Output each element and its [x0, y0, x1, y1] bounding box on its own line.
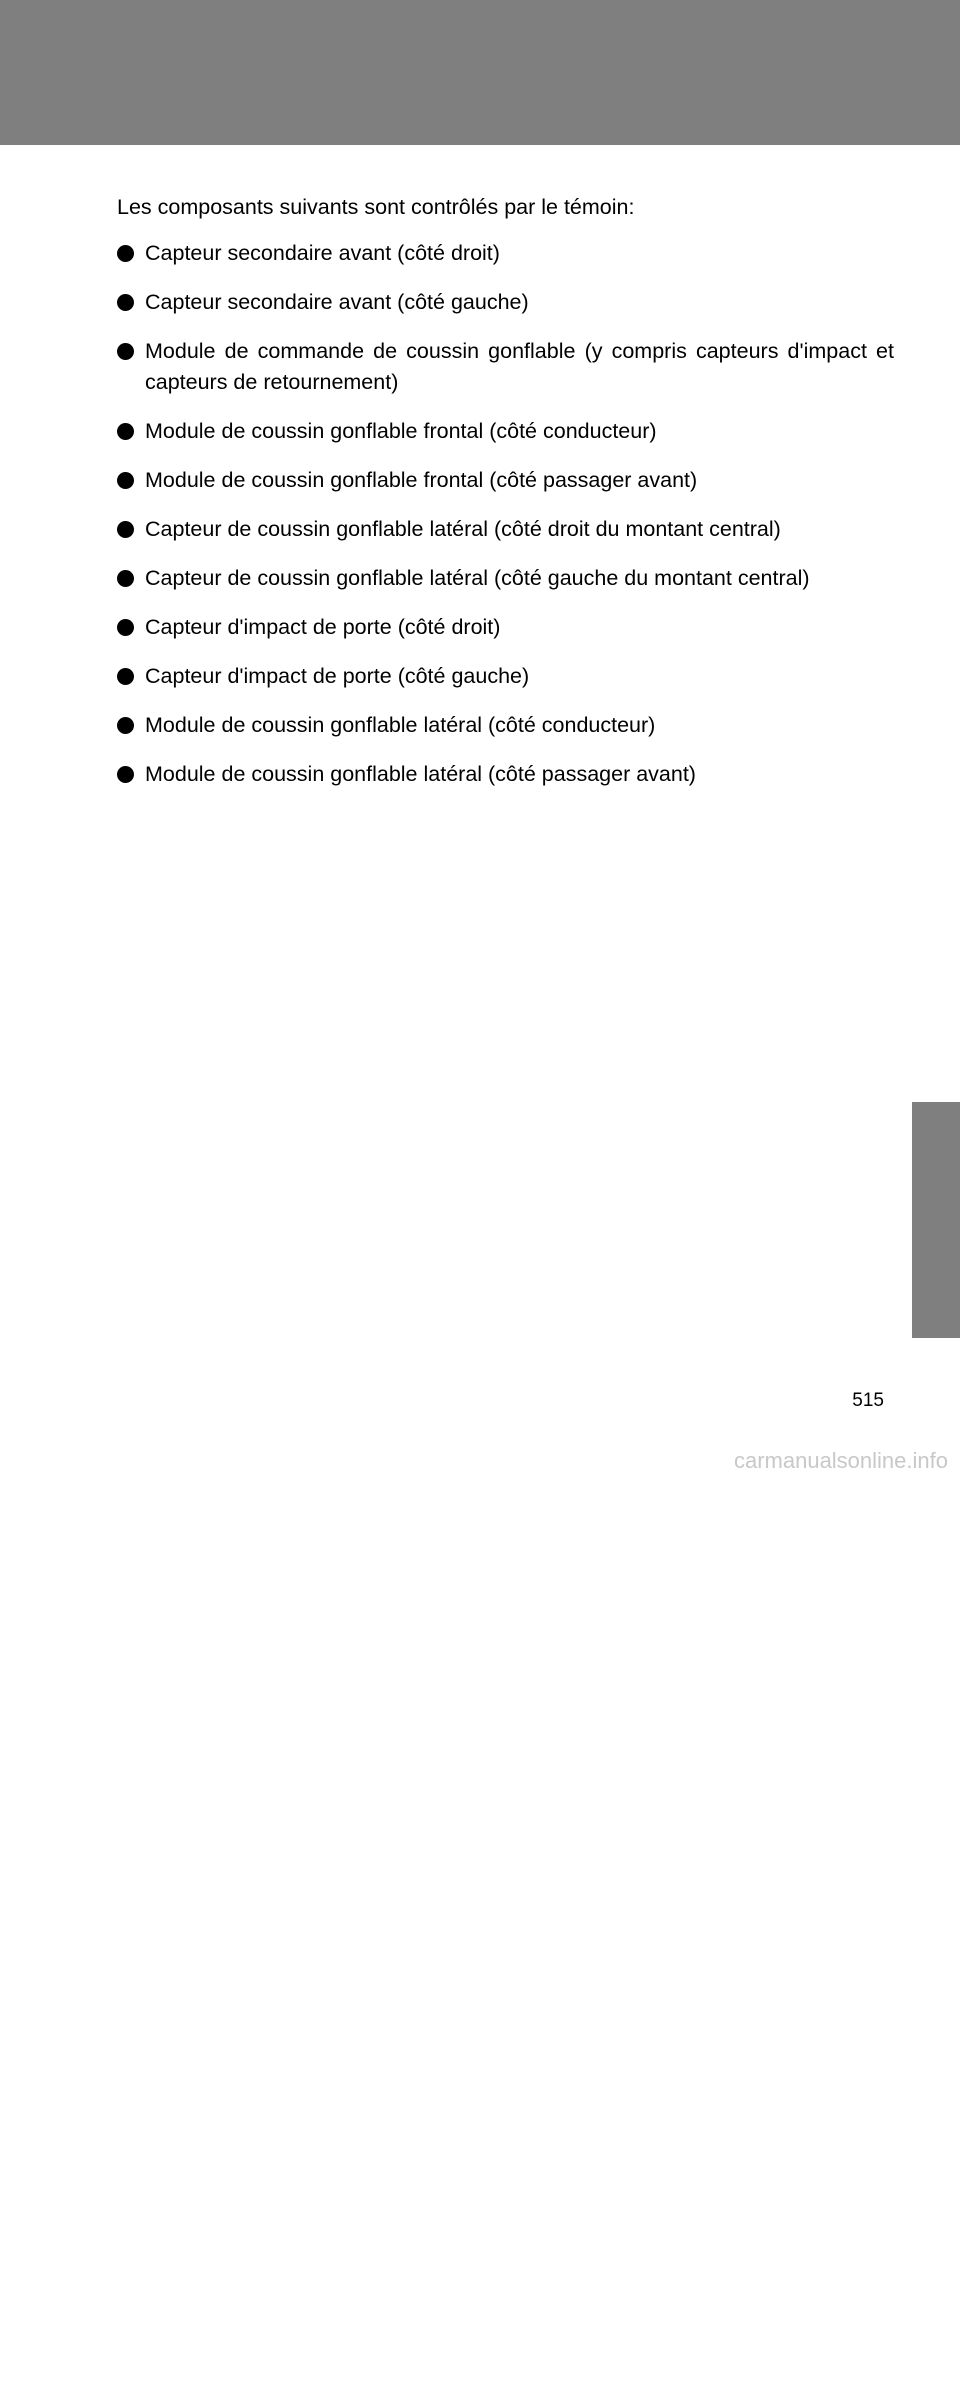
bullet-icon: [117, 521, 134, 538]
bullet-icon: [117, 343, 134, 360]
list-item: [117, 287, 894, 318]
list-item: [117, 238, 894, 269]
list-item-text: Module de coussin gonflable latéral (côté conducteur): [145, 713, 656, 737]
bullet-icon: [117, 570, 134, 587]
list-item: [117, 514, 894, 545]
list-item: [117, 416, 894, 447]
bullet-icon: [117, 294, 134, 311]
chapter-tab[interactable]: [912, 1102, 960, 2405]
list-item: [117, 612, 894, 643]
list-item: [117, 465, 894, 496]
bullet-icon: [117, 668, 134, 685]
bullet-icon: [117, 245, 134, 262]
list-item-text: Module de coussin gonflable latéral (côté passager avant): [145, 762, 696, 786]
list-item: [117, 336, 894, 398]
bullet-icon: [117, 766, 134, 783]
list-item-text: Capteur de coussin gonflable latéral (côté gauche du montant central): [145, 566, 810, 590]
list-item-text: Module de coussin gonflable frontal (côté passager avant): [145, 468, 698, 492]
component-list: [117, 238, 894, 790]
bullet-icon: [117, 423, 134, 440]
bullet-icon: [117, 619, 134, 636]
bullet-icon: [117, 472, 134, 489]
watermark: carmanualsonline.info: [733, 1448, 948, 1473]
page-number: 515: [852, 1390, 884, 1411]
intro-text: Les composants suivants sont contrôlés par le témoin:: [117, 195, 635, 219]
list-item: [117, 710, 894, 741]
chapter-label: For owners: [933, 2320, 952, 2405]
list-item-text: Module de commande de coussin gonflable (y compris capteurs d'impact et capteurs de retournement): [145, 339, 894, 394]
chapter-number: 7: [931, 2238, 941, 2257]
list-item: [117, 661, 894, 692]
header-band: [0, 0, 960, 145]
list-item-text: Module de coussin gonflable frontal (côté conducteur): [145, 419, 657, 443]
page-content: [117, 192, 894, 808]
list-item: [117, 759, 894, 790]
list-item-text: Capteur secondaire avant (côté gauche): [145, 290, 529, 314]
bullet-icon: [117, 717, 134, 734]
list-item-text: Capteur secondaire avant (côté droit): [145, 241, 500, 265]
list-item-text: Capteur d'impact de porte (côté gauche): [145, 664, 530, 688]
list-item-text: Capteur d'impact de porte (côté droit): [145, 615, 501, 639]
list-item: [117, 563, 894, 594]
list-item-text: Capteur de coussin gonflable latéral (côté droit du montant central): [145, 517, 781, 541]
